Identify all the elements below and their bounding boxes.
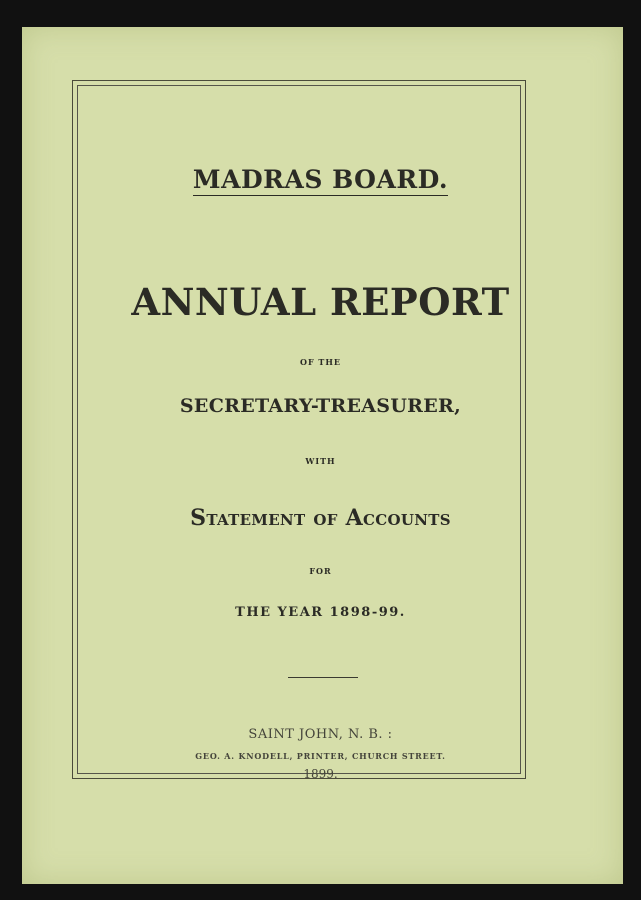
imprint-city: SAINT JOHN, N. B. : <box>248 727 393 742</box>
with-text: WITH <box>305 456 336 466</box>
imprint-year: 1899. <box>303 767 338 781</box>
statement-of-accounts-text: Statement of Accounts <box>190 505 451 531</box>
for-text: FOR <box>309 566 332 576</box>
secretary-treasurer-text: SECRETARY-TREASURER, <box>179 395 462 417</box>
of-the-text: OF THE <box>299 357 342 367</box>
imprint-printer: GEO. A. KNODELL, PRINTER, CHURCH STREET. <box>195 751 446 761</box>
report-year-text: THE YEAR 1898-99. <box>235 605 406 620</box>
board-heading-text: MADRAS BOARD. <box>192 165 449 194</box>
report-title: ANNUAL REPORT <box>131 280 510 324</box>
divider-rule <box>288 677 358 678</box>
board-heading <box>0 165 641 194</box>
